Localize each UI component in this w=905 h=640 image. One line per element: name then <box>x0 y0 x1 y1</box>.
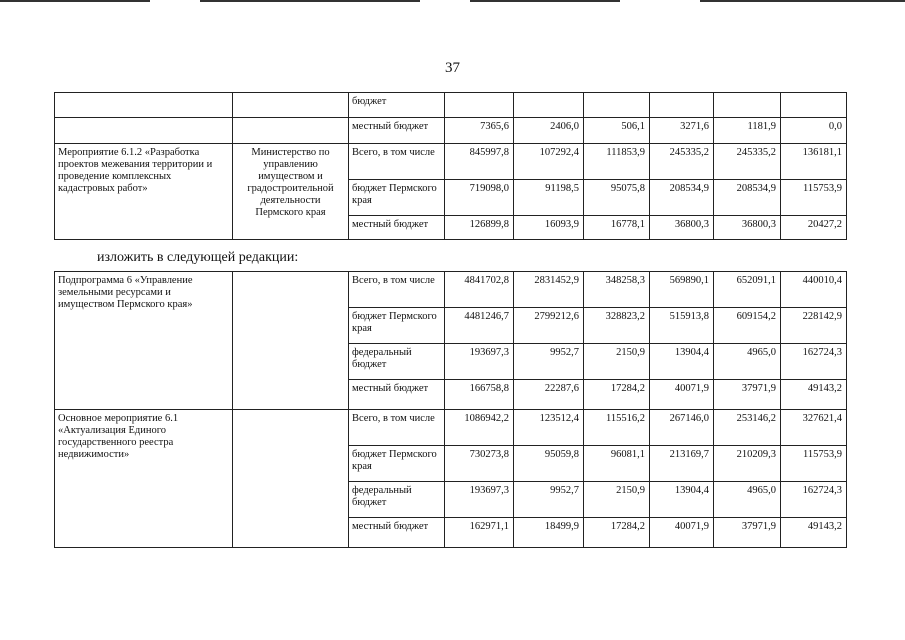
value-cell: 245335,2 <box>714 144 781 180</box>
value-cell: 95075,8 <box>584 180 650 216</box>
value-cell: 20427,2 <box>781 216 847 240</box>
value-cell: 36800,3 <box>714 216 781 240</box>
value-cell: 9952,7 <box>514 482 584 518</box>
source-cell: Всего, в том числе <box>349 272 445 308</box>
value-cell: 348258,3 <box>584 272 650 308</box>
value-cell: 1086942,2 <box>445 410 514 446</box>
source-cell: Всего, в том числе <box>349 144 445 180</box>
table-row <box>55 410 847 446</box>
value-cell: 328823,2 <box>584 308 650 344</box>
value-cell: 213169,7 <box>650 446 714 482</box>
name-cell <box>55 93 233 118</box>
source-cell: бюджет Пермского края <box>349 180 445 216</box>
value-cell: 719098,0 <box>445 180 514 216</box>
value-cell: 730273,8 <box>445 446 514 482</box>
value-cell <box>781 93 847 118</box>
value-cell: 0,0 <box>781 118 847 144</box>
value-cell: 37971,9 <box>714 380 781 410</box>
value-cell: 193697,3 <box>445 344 514 380</box>
value-cell: 22287,6 <box>514 380 584 410</box>
value-cell: 2150,9 <box>584 344 650 380</box>
value-cell: 609154,2 <box>714 308 781 344</box>
value-cell: 91198,5 <box>514 180 584 216</box>
executor-cell <box>233 272 349 410</box>
value-cell: 49143,2 <box>781 380 847 410</box>
value-cell: 4841702,8 <box>445 272 514 308</box>
table-row <box>55 144 847 180</box>
scan-edge-rule <box>700 0 905 2</box>
scan-edge-rule <box>200 0 420 2</box>
source-cell: местный бюджет <box>349 380 445 410</box>
table-row <box>55 93 847 118</box>
value-cell: 208534,9 <box>650 180 714 216</box>
value-cell: 440010,4 <box>781 272 847 308</box>
source-cell: федеральный бюджет <box>349 482 445 518</box>
executor-cell <box>233 410 349 548</box>
value-cell: 506,1 <box>584 118 650 144</box>
value-cell: 2799212,6 <box>514 308 584 344</box>
value-cell: 126899,8 <box>445 216 514 240</box>
source-cell: бюджет Пермского края <box>349 446 445 482</box>
value-cell: 166758,8 <box>445 380 514 410</box>
value-cell: 1181,9 <box>714 118 781 144</box>
value-cell <box>650 93 714 118</box>
value-cell: 115516,2 <box>584 410 650 446</box>
value-cell: 210209,3 <box>714 446 781 482</box>
source-cell: федеральный бюджет <box>349 344 445 380</box>
value-cell: 2150,9 <box>584 482 650 518</box>
source-cell: местный бюджет <box>349 216 445 240</box>
table-row <box>55 272 847 308</box>
value-cell: 845997,8 <box>445 144 514 180</box>
value-cell: 17284,2 <box>584 518 650 548</box>
value-cell: 9952,7 <box>514 344 584 380</box>
value-cell: 40071,9 <box>650 518 714 548</box>
value-cell: 4965,0 <box>714 482 781 518</box>
value-cell: 95059,8 <box>514 446 584 482</box>
value-cell: 37971,9 <box>714 518 781 548</box>
value-cell: 208534,9 <box>714 180 781 216</box>
value-cell: 111853,9 <box>584 144 650 180</box>
value-cell <box>445 93 514 118</box>
value-cell: 569890,1 <box>650 272 714 308</box>
executor-cell <box>233 118 349 144</box>
value-cell: 652091,1 <box>714 272 781 308</box>
measure-name-cell: Мероприятие 6.1.2 «Разработка проектов межевания территории и проведение комплексных кадастровых работ» <box>55 144 233 240</box>
value-cell: 40071,9 <box>650 380 714 410</box>
source-cell: бюджет <box>349 93 445 118</box>
value-cell: 3271,6 <box>650 118 714 144</box>
value-cell: 162724,3 <box>781 482 847 518</box>
value-cell: 162724,3 <box>781 344 847 380</box>
value-cell: 123512,4 <box>514 410 584 446</box>
value-cell: 267146,0 <box>650 410 714 446</box>
group-name-cell: Основное мероприятие 6.1 «Актуализация Единого государственного реестра недвижимости» <box>55 410 233 548</box>
source-cell: бюджет Пермского края <box>349 308 445 344</box>
page-number: 37 <box>445 60 460 76</box>
name-cell <box>55 118 233 144</box>
value-cell <box>714 93 781 118</box>
group-name-cell: Подпрограмма 6 «Управление земельными ресурсами и имуществом Пермского края» <box>55 272 233 410</box>
transition-text: изложить в следующей редакции: <box>97 250 299 265</box>
value-cell: 115753,9 <box>781 446 847 482</box>
value-cell: 107292,4 <box>514 144 584 180</box>
value-cell: 49143,2 <box>781 518 847 548</box>
value-cell: 2831452,9 <box>514 272 584 308</box>
table-after <box>54 271 847 548</box>
value-cell: 327621,4 <box>781 410 847 446</box>
table-before <box>54 92 847 240</box>
source-cell: местный бюджет <box>349 518 445 548</box>
source-cell: Всего, в том числе <box>349 410 445 446</box>
value-cell <box>584 93 650 118</box>
value-cell: 253146,2 <box>714 410 781 446</box>
value-cell: 4481246,7 <box>445 308 514 344</box>
value-cell: 36800,3 <box>650 216 714 240</box>
value-cell: 193697,3 <box>445 482 514 518</box>
value-cell: 16093,9 <box>514 216 584 240</box>
scan-edge-rule <box>0 0 150 2</box>
table-row <box>55 118 847 144</box>
value-cell: 7365,6 <box>445 118 514 144</box>
executor-cell <box>233 93 349 118</box>
source-cell: местный бюджет <box>349 118 445 144</box>
value-cell: 4965,0 <box>714 344 781 380</box>
value-cell: 16778,1 <box>584 216 650 240</box>
value-cell: 13904,4 <box>650 482 714 518</box>
value-cell <box>514 93 584 118</box>
value-cell: 228142,9 <box>781 308 847 344</box>
value-cell: 115753,9 <box>781 180 847 216</box>
value-cell: 245335,2 <box>650 144 714 180</box>
value-cell: 136181,1 <box>781 144 847 180</box>
value-cell: 17284,2 <box>584 380 650 410</box>
executor-cell: Министерство по управлению имуществом и градостроительной деятельности Пермского края <box>233 144 349 240</box>
value-cell: 162971,1 <box>445 518 514 548</box>
value-cell: 2406,0 <box>514 118 584 144</box>
value-cell: 18499,9 <box>514 518 584 548</box>
value-cell: 13904,4 <box>650 344 714 380</box>
value-cell: 96081,1 <box>584 446 650 482</box>
value-cell: 515913,8 <box>650 308 714 344</box>
scan-edge-rule <box>470 0 620 2</box>
